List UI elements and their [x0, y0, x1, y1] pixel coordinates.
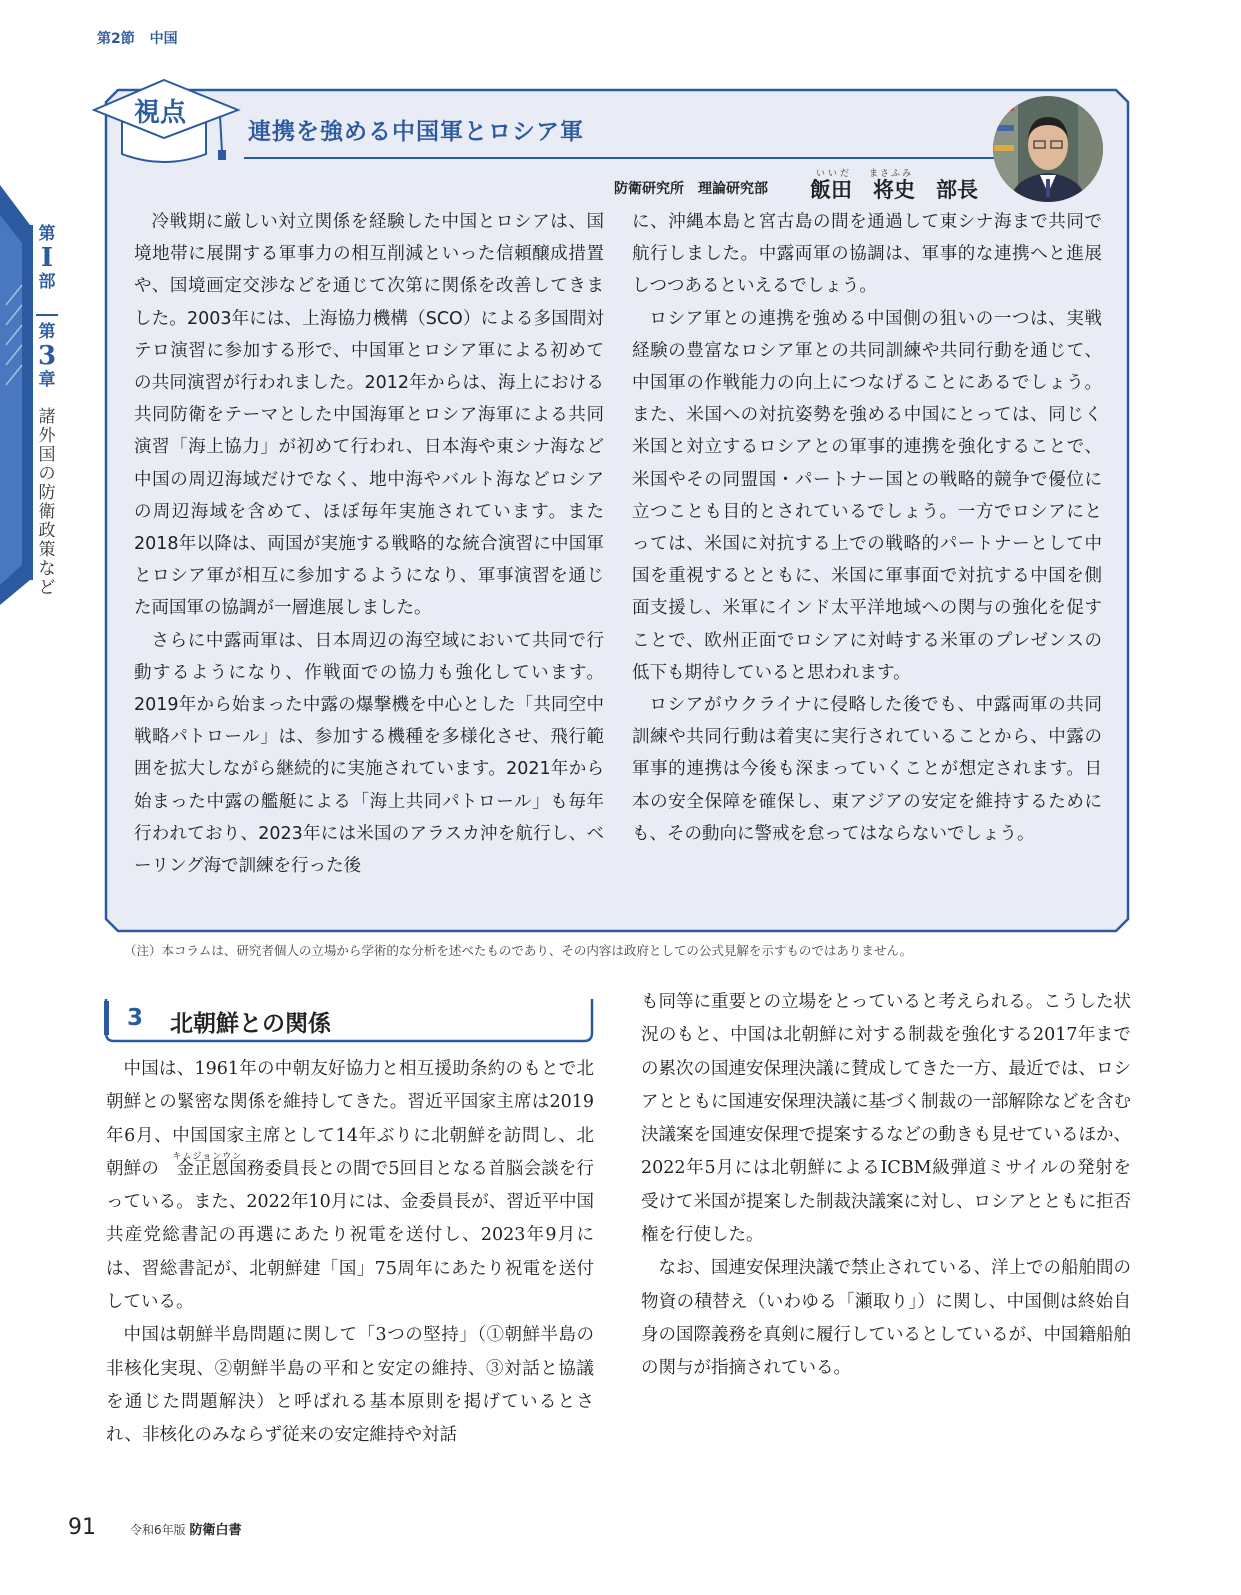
- column-note: （注）本コラムは、研究者個人の立場から学術的な分析を述べたものであり、その内容は政府としての公式見解を示すものではありません。: [124, 943, 913, 958]
- side-divider: [36, 314, 58, 316]
- side-chapter-label: 第 3 章: [37, 322, 57, 390]
- ruby-name: キムジョンウン 金正恩: [172, 1151, 243, 1179]
- section-number: 3: [127, 1005, 144, 1031]
- body-paragraph: なお、国連安保理決議で禁止されている、洋上での船舶間の物資の積替え（いわゆる「瀬取り」）に関し、中国側は終始自身の国際義務を真剣に履行しているとしているが、中国籍船舶の関与が指摘されている。: [641, 1258, 1131, 1379]
- column-title: 連携を強める中国軍とロシア軍: [248, 119, 584, 145]
- body-paragraph: も同等に重要との立場をとっていると考えられる。こうした状況のもと、中国は北朝鮮に対する制裁を強化する2017年までの累次の国連安保理決議に賛成してきた一方、最近では、ロシアとともに国連安保理決議に基づく制裁の一部解除などを含む決議案を国連安保理で提案するなどの動きも見せているほか、2022年5月には北朝鮮によるICBM級弾道ミサイルの発射を受けて米国が提案した制裁決議案に対し、ロシアとともに拒否権を行使した。: [641, 992, 1131, 1246]
- column-paragraph: ロシアがウクライナに侵略した後でも、中露両軍の共同訓練や共同行動は着実に実行されていることから、中露の軍事的連携は今後も深まっていくことが想定されます。日本の安全保障を確保し、東アジアの安定を維持するためにも、その動向に警戒を怠ってはならないでしょう。: [632, 695, 1102, 844]
- column-paragraph: ロシア軍との連携を強める中国側の狙いの一つは、実戦経験の豊富なロシア軍との共同訓練や共同行動を通じて、中国軍の作戦能力の向上につなげることにあるでしょう。また、米国への対抗姿勢を強める中国にとっては、同じく米国と対立するロシアとの軍事的連携を強化することで、米国やその同盟国・パートナー国との戦略的競争で優位に立つことも目的とされているでしょう。一方でロシアにとっては、米国に対抗する上での戦略的パートナーとして中国を重視するとともに、米国に軍事面で対抗する中国を側面支援し、米軍にインド太平洋地域への関与の強化を促すことで、欧州正面でロシアに対峙する米軍のプレゼンスの低下も期待していると思われます。: [632, 308, 1102, 683]
- section-title: 北朝鮮との関係: [170, 1011, 331, 1037]
- author-photo: [992, 95, 1104, 203]
- header-country: 中国: [149, 31, 178, 47]
- author-affiliation: 防衛研究所 理論研究部: [614, 181, 768, 197]
- body-text-right: [641, 986, 1131, 1386]
- page-number: 91: [68, 1515, 96, 1540]
- body-text-left: [106, 1053, 594, 1453]
- body-paragraph: 中国は、1961年の中朝友好協力と相互援助条約のもとで北朝鮮との緊密な関係を維持してきた。習近平国家主席は2019年6月、中国国家主席として14年ぶりに北朝鮮を訪問し、北朝鮮の キムジョンウン 金正恩国務委員長との間で5回目となる首脳会談を行っている。また、2022年10月には、金委員長が、習近平中国共産党総書記の再選にあたり祝電を送付し、2023年9月には、習総書記が、北朝鮮建「国」75周年にあたり祝電を送付している。: [106, 1059, 594, 1313]
- column-paragraph: さらに中露両軍は、日本周辺の海空域において共同で行動するようになり、作戦面での協力も強化しています。2019年から始まった中露の爆撃機を中心とした「共同空中戦略パトロール」は、参加する機種を多様化させ、飛行範囲を拡大しながら継続的に実施されています。2021年から始まった中露の艦艇による「海上共同パトロール」も毎年行われており、2023年には米国のアラスカ沖を航行し、ベーリング海で訓練を行った後: [134, 630, 604, 877]
- header-section: 第2節: [97, 31, 135, 47]
- column-text-left: [134, 206, 604, 882]
- author-ruby-family: いいだ: [816, 169, 853, 179]
- column-paragraph: 冷戦期に厳しい対立関係を経験した中国とロシアは、国境地帯に展開する軍事力の相互削減といった信頼醸成措置や、国境画定交渉などを通じて次第に関係を改善してきました。2003年には、上海協力機構（SCO）による多国間対テロ演習に参加する形で、中国軍とロシア軍による初めての共同演習が行われました。2012年からは、海上における共同防衛をテーマとした中国海軍とロシア海軍による共同演習「海上協力」が初めて行われ、日本海や東シナ海など中国の周辺海域だけでなく、地中海やバルト海などロシアの周辺海域を含めて、ほぼ毎年実施されています。また2018年以降は、両国が実施する戦略的な統合演習に中国軍とロシア軍が相互に参加するようになり、軍事演習を通じた両国軍の協調が一層進展しました。: [134, 212, 604, 619]
- author-ruby-given: まさふみ: [869, 169, 914, 179]
- column-badge: 視点: [134, 98, 187, 128]
- side-part-label: 第 I 部: [38, 224, 56, 292]
- body-paragraph: 中国は朝鮮半島問題に関して「3つの堅持」（①朝鮮半島の非核化実現、②朝鮮半島の平和と安定の維持、③対話と協議を通じた問題解決）と呼ばれる基本原則を掲げているとされ、非核化のみならず従来の安定維持や対話: [106, 1325, 594, 1446]
- column-text-right: [632, 206, 1102, 850]
- column-paragraph: に、沖縄本島と宮古島の間を通過して東シナ海まで共同で航行しました。中露両軍の協調は、軍事的な連携へと進展しつつあるといえるでしょう。: [632, 212, 1102, 297]
- footer-title: 令和6年版 防衛白書: [130, 1523, 242, 1538]
- author-name: 飯田 将史 部長: [810, 178, 978, 202]
- side-chapter-title: 諸外国の防衛政策など: [38, 407, 56, 598]
- running-header: [97, 28, 178, 48]
